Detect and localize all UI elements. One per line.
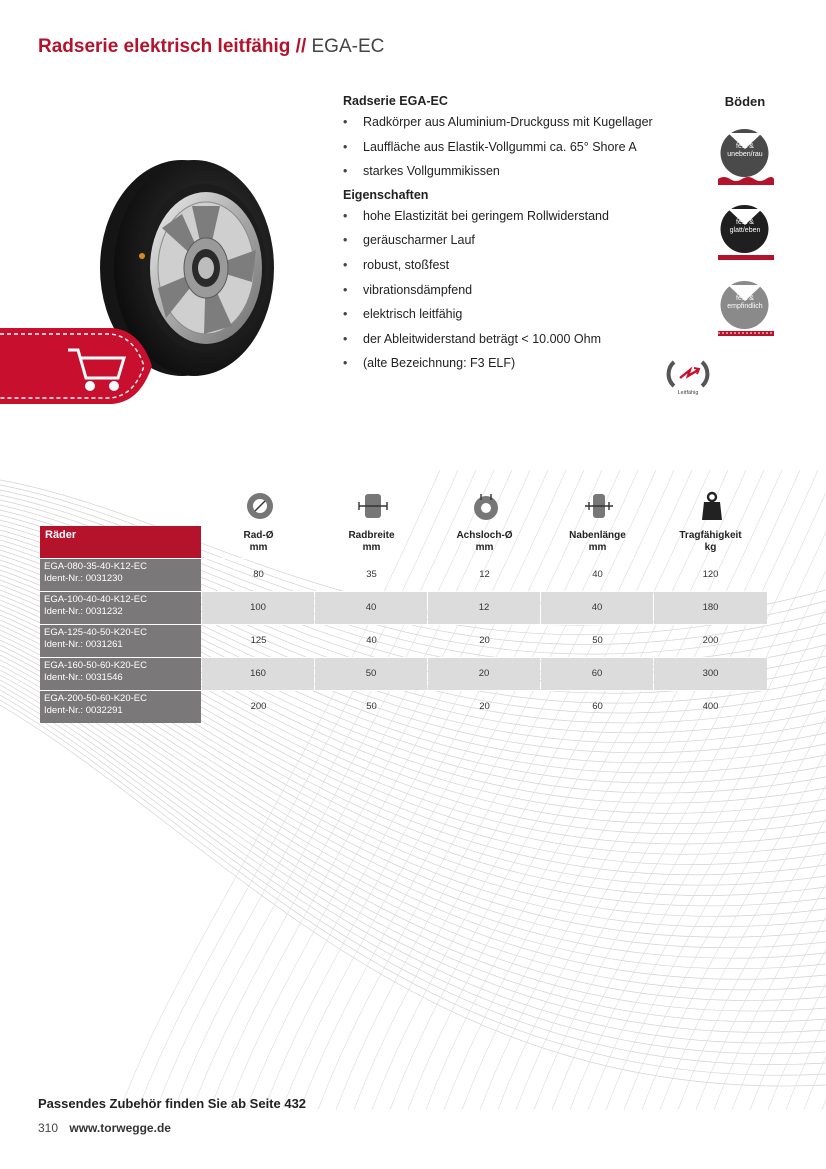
product-code: EGA-080-35-40-K12-EC [44,561,147,572]
table-cell: 120 [702,569,719,580]
table-cell: 180 [654,592,767,624]
conductive-icon [660,356,716,392]
column-label: Nabenlänge [569,530,626,541]
column-unit: mm [475,542,494,553]
product-name-cell [40,625,201,657]
title-code: EGA-EC [311,36,385,57]
list-item: • der Ableitwiderstand beträgt < 10.000 Ohm [343,331,703,356]
product-name-cell [40,559,201,591]
column-label: Radbreite [348,530,395,541]
feature-list [343,94,703,380]
table-row [40,624,767,657]
table-cell: 300 [654,658,767,690]
product-ident: Ident-Nr.: 0031546 [44,672,123,683]
floor-label-line2: glatt/eben [729,227,761,234]
table-cell: 100 [202,592,314,624]
floor-label-line1: fest & [736,219,754,226]
table-cell: 40 [541,592,653,624]
column-unit: mm [588,542,607,553]
product-code: EGA-160-50-60-K20-EC [44,660,147,671]
column-header [541,530,654,554]
series-heading: Radserie EGA-EC [343,94,448,108]
product-code: EGA-125-40-50-K20-EC [44,627,147,638]
table-row [40,558,767,591]
properties-heading: Eigenschaften [343,187,429,202]
table-cell: 160 [202,658,314,690]
column-header [428,530,541,554]
table-cell: 12 [428,592,540,624]
product-ident: Ident-Nr.: 0031261 [44,639,123,650]
list-item: • starkes Vollgummikissen [343,163,703,188]
table-row [40,690,767,723]
table-cell: 60 [541,658,653,690]
table-cell: 50 [366,701,377,712]
column-label: Achsloch-Ø [456,530,513,541]
product-name-cell [40,658,201,690]
table-header [40,526,767,558]
product-ident: Ident-Nr.: 0031230 [44,573,123,584]
floor-rough-icon [714,125,776,187]
list-item: • geräuscharmer Lauf [343,232,703,257]
table-cell: 20 [479,701,490,712]
floor-types-title: Böden [724,94,766,109]
floor-label-line1: fest & [736,295,754,302]
list-item: • Radkörper aus Aluminium-Druckguss mit Kugellager [343,114,703,139]
column-unit: kg [704,542,717,553]
table-cell: 60 [592,701,603,712]
table-cell: 40 [592,569,603,580]
column-header [654,530,767,554]
floor-sensitive-icon [714,277,776,339]
table-cell: 20 [479,635,490,646]
floor-types [712,94,778,353]
table-row [40,591,767,624]
shopping-cart-ribbon [0,320,160,410]
list-item: • elektrisch leitfähig [343,306,703,331]
table-cell: 12 [479,569,490,580]
product-table [40,526,767,723]
product-code: EGA-100-40-40-K12-EC [44,594,147,605]
column-unit: mm [249,542,268,553]
floor-label-line2: empfindlich [727,303,763,310]
table-cell: 50 [315,658,427,690]
list-item: • (alte Bezeichnung: F3 ELF) [343,355,703,380]
product-name-cell [40,691,201,723]
table-cell: 200 [702,635,719,646]
floor-label-line1: fest & [736,143,754,150]
table-cell: 50 [592,635,603,646]
hub-length-icon [583,490,615,522]
table-corner-label: Räder [40,526,201,558]
product-name-cell [40,592,201,624]
floor-smooth-icon [714,201,776,263]
column-label: Rad-Ø [243,530,274,541]
accessory-note: Passendes Zubehör finden Sie ab Seite 432 [38,1096,307,1111]
column-label: Tragfähigkeit [679,530,742,541]
table-cell: 200 [250,701,267,712]
conductive-caption: Leitfähig [677,390,699,396]
product-code: EGA-200-50-60-K20-EC [44,693,147,704]
table-cell: 20 [428,658,540,690]
table-cell: 80 [253,569,264,580]
column-header [202,530,315,554]
product-ident: Ident-Nr.: 0031232 [44,606,123,617]
weight-icon [696,490,728,522]
product-ident: Ident-Nr.: 0032291 [44,705,123,716]
column-header [315,530,428,554]
list-item: • hohe Elastizität bei geringem Rollwiderstand [343,208,703,233]
page-title [38,36,384,58]
page-footer [38,1121,171,1135]
table-cell: 35 [366,569,377,580]
wheel-width-icon [357,490,389,522]
table-cell: 40 [315,592,427,624]
table-cell: 125 [250,635,267,646]
table-cell: 40 [366,635,377,646]
column-unit: mm [362,542,381,553]
list-item: • vibrationsdämpfend [343,282,703,307]
table-cell: 400 [702,701,719,712]
title-series: Radserie elektrisch leitfähig // [38,36,307,57]
list-item: • Lauffläche aus Elastik-Vollgummi ca. 65° Shore A [343,139,703,164]
list-item: • robust, stoßfest [343,257,703,282]
floor-label-line2: uneben/rau [727,151,763,158]
table-row [40,657,767,690]
conductive-badge [660,356,716,402]
wheel-diameter-icon [244,490,276,522]
website-link[interactable]: www.torwegge.de [69,1121,171,1135]
column-icons [0,490,826,524]
page-number: 310 [38,1121,59,1135]
axle-hole-icon [470,490,502,522]
